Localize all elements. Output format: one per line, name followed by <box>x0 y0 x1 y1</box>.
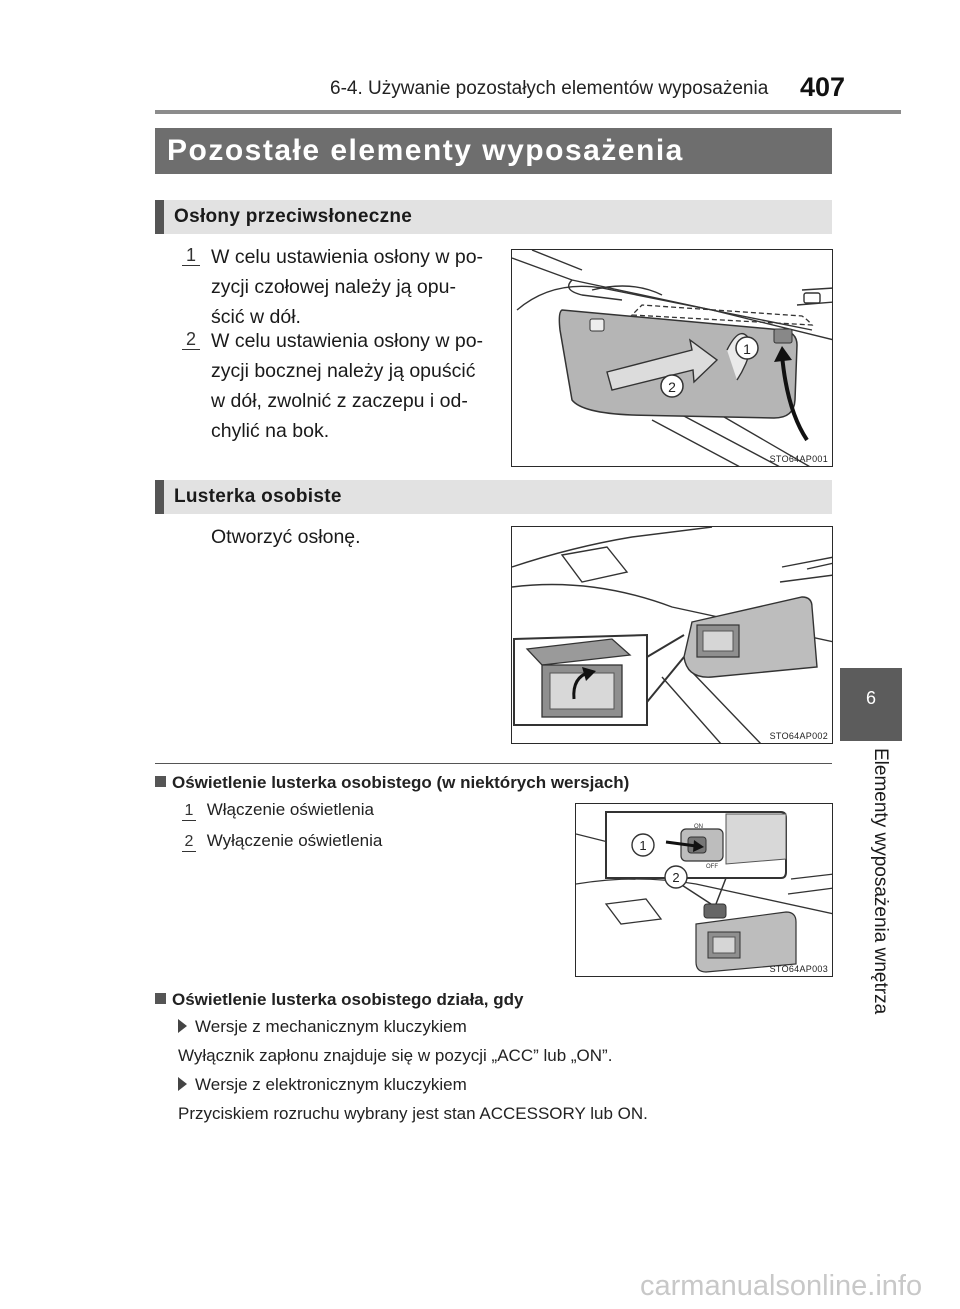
figure-sunvisor <box>511 249 833 467</box>
lighting-heading: Oświetlenie lusterka osobistego (w niektórych wersjach) <box>155 773 629 793</box>
subsection-title-mirrors: Lusterka osobiste <box>155 480 832 514</box>
callout-2: 2 <box>668 379 676 395</box>
figure-light-switch <box>575 803 833 977</box>
square-bullet-icon <box>155 776 166 787</box>
callout-2: 2 <box>672 870 680 885</box>
variant-2-label: Wersje z elektronicznym kluczykiem <box>178 1075 467 1095</box>
square-bullet-icon <box>155 993 166 1004</box>
figure-mirror <box>511 526 833 744</box>
header-rule <box>155 110 901 114</box>
mirror-instruction: Otworzyć osłonę. <box>211 526 361 548</box>
switch-label-off: OFF <box>706 864 718 870</box>
sunvisor-item-text: W celu ustawienia osłony w po- zycji czołowej należy ją opu- ścić w dół. <box>211 246 484 328</box>
callout-1: 1 <box>639 838 647 853</box>
section-header: 6-4. Używanie pozostałych elementów wyposażenia <box>330 78 769 99</box>
mirror-illustration <box>512 527 833 744</box>
figure-code: STO64AP003 <box>769 964 828 974</box>
step-number: 2 <box>182 834 196 852</box>
triangle-bullet-icon <box>178 1077 187 1091</box>
switch-label-on: ON <box>694 824 703 830</box>
variant-1-text: Wyłącznik zapłonu znajduje się w pozycji „ACC” lub „ON”. <box>178 1046 613 1065</box>
step-number: 2 <box>182 330 200 350</box>
callout-1: 1 <box>743 341 751 357</box>
sunvisor-item-text: W celu ustawienia osłony w po- zycji bocznej należy ją opuścić w dół, zwolnić z zaczepu i od- chylić na bok. <box>211 330 484 442</box>
figure-code: STO64AP001 <box>769 454 828 464</box>
figure-code: STO64AP002 <box>769 731 828 741</box>
triangle-bullet-icon <box>178 1019 187 1033</box>
section-separator <box>155 763 832 764</box>
variant-1-label: Wersje z mechanicznym kluczykiem <box>178 1017 467 1037</box>
subsection-title-sunvisors: Osłony przeciwsłoneczne <box>155 200 832 234</box>
lighting-item-2: 2 Wyłączenie oświetlenia <box>182 831 382 852</box>
step-number: 1 <box>182 246 200 266</box>
variant-2-text: Przyciskiem rozruchu wybrany jest stan ACCESSORY lub ON. <box>178 1104 648 1123</box>
page-number: 407 <box>800 72 846 102</box>
light-switch-illustration <box>576 804 833 977</box>
lighting-item-1: 1 Włączenie oświetlenia <box>182 800 374 821</box>
chapter-number: 6 <box>865 688 876 708</box>
works-when-heading: Oświetlenie lusterka osobistego działa, gdy <box>155 990 523 1010</box>
watermark: carmanualsonline.info <box>640 1270 923 1302</box>
step-number: 1 <box>182 803 196 821</box>
chapter-label: Elementy wyposażenia wnętrza <box>870 748 891 1015</box>
page-title: Pozostałe elementy wyposażenia <box>155 128 832 174</box>
sunvisor-illustration <box>512 250 833 467</box>
